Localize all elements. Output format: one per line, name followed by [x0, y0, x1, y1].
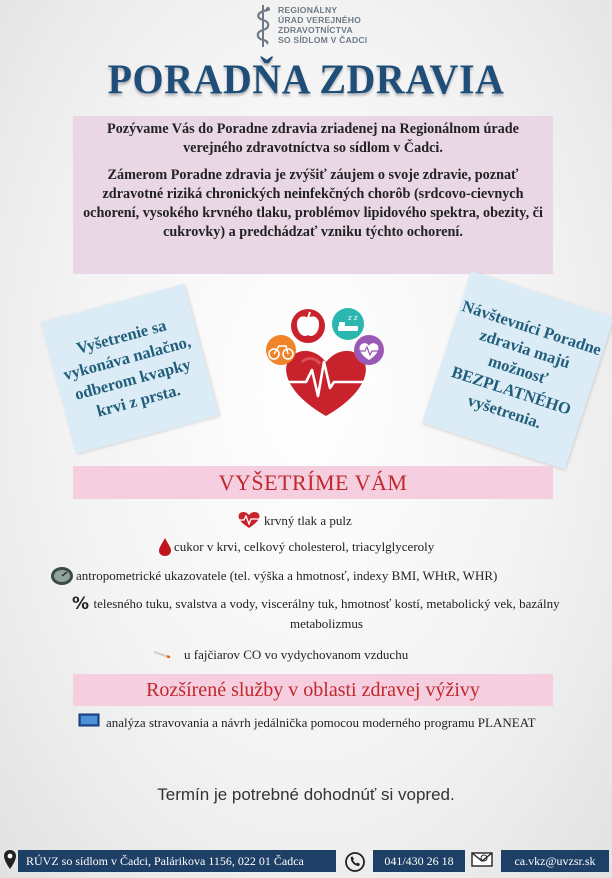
scale-icon: [50, 566, 74, 592]
footer-email[interactable]: ca.vkz@uvzsr.sk: [501, 850, 609, 872]
appointment-note: Termín je potrebné dohodnúť si vopred.: [157, 785, 455, 804]
list-item: [50, 566, 497, 592]
bicycle-icon: [266, 335, 296, 365]
list-item: [72, 594, 562, 634]
health-illustration: [262, 304, 390, 420]
fasting-note-text: Vyšetrenie sa vykonáva nalačno, odberom kvapky krvi z prsta.: [61, 315, 193, 421]
footer-address: RÚVZ so sídlom v Čadci, Palárikova 1156, 022 01 Čadca: [18, 850, 336, 872]
intro-paragraph-2: Zámerom Poradne zdravia je zvýšiť záujem o svoje zdravie, poznať zdravotné riziká chronických neinfekčných chorôb (srdcovo-cievnych ochorení, vysokého krvného tlaku, problémov lipidového spektra, obezity, či cukrovky) a predchádzať vzniku týchto ochorení.: [83, 167, 543, 240]
list-item-text: u fajčiarov CO vo vydychovanom vzduchu: [184, 647, 409, 662]
svg-text:z z: z z: [348, 314, 358, 322]
logo-line-4: SO SÍDLOM V ČADCI: [278, 35, 368, 45]
location-pin-icon: [3, 849, 17, 871]
sleep-icon: [332, 308, 364, 340]
footer-phone[interactable]: 041/430 26 18: [373, 850, 465, 872]
intro-box: [73, 116, 553, 274]
section-nutrition-services: Rozšírené služby v oblasti zdravej výživy: [73, 674, 553, 706]
logo-text: [278, 5, 367, 45]
mail-icon: [468, 850, 496, 870]
page-title: PORADŇA ZDRAVIA: [107, 55, 505, 104]
logo-line-2: ÚRAD VEREJNÉHO: [278, 15, 362, 25]
blood-drop-icon: [158, 537, 172, 563]
list-item: [152, 645, 408, 669]
list-item-text: analýza stravovania a návrh jedálnička pomocou moderného programu PLANEAT: [106, 715, 536, 730]
fasting-note: [41, 284, 219, 454]
free-exam-note-text: Návštevníci Poradne zdravia majú možnosť BEZPLATNÉHO vyšetrenia.: [449, 296, 604, 433]
list-item-text: krvný tlak a pulz: [264, 513, 352, 528]
heart-pulse-icon: [236, 511, 262, 535]
intro-paragraph-1: Pozývame Vás do Poradne zdravia zriadenej na Regionálnom úrade verejného zdravotníctva so sídlom v Čadci.: [107, 121, 519, 156]
logo-line-1: REGIONÁLNY: [278, 5, 338, 15]
heart-monitor-icon: [354, 335, 384, 365]
logo-line-3: ZDRAVOTNÍCTVA: [278, 25, 353, 35]
ruvz-logo: [254, 4, 384, 50]
logo-snake-icon: [254, 4, 272, 48]
list-item: [236, 511, 352, 535]
list-item-text: telesného tuku, svalstva a vody, viscerálny tuk, hmotnosť kostí, metabolický vek, bazálny metabolizmus: [93, 596, 560, 631]
list-item: [78, 713, 558, 732]
percent-icon: %: [72, 594, 90, 614]
apple-icon: [291, 309, 325, 343]
free-exam-note: [422, 271, 612, 470]
phone-icon: [345, 852, 365, 872]
list-item: [158, 537, 434, 563]
monitor-icon: [78, 713, 100, 732]
list-item-text: cukor v krvi, celkový cholesterol, triacylglyceroly: [174, 539, 435, 554]
list-item-text: antropometrické ukazovatele (tel. výška a hmotnosť, indexy BMI, WHtR, WHR): [76, 568, 498, 583]
cigarette-icon: [152, 645, 172, 669]
section-we-examine: VYŠETRÍME VÁM: [73, 466, 553, 499]
